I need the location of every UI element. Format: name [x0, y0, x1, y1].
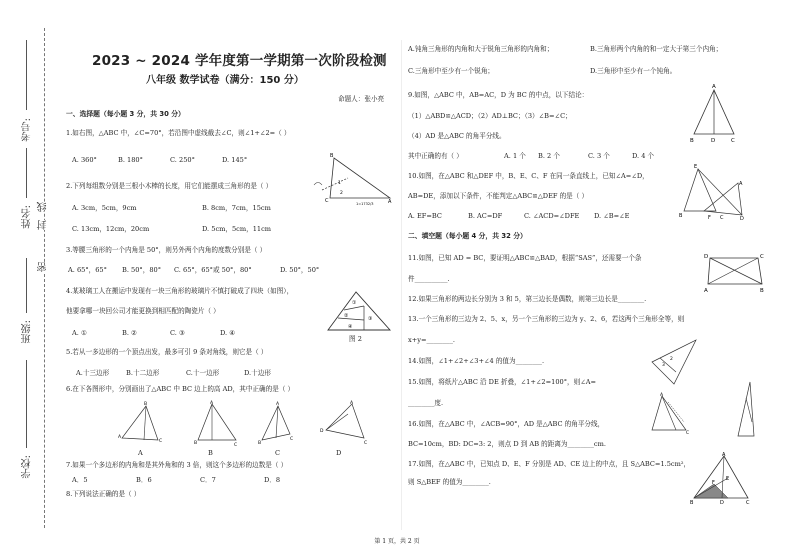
q12-text: 12.如果三角形的两边长分别为 3 和 5，第三边长是偶数，则第三边长是________.	[408, 295, 647, 303]
q9-ask: 其中正确的有（ ）	[408, 152, 463, 160]
class-label: 班级:	[22, 320, 33, 344]
svg-text:C: C	[290, 437, 294, 442]
svg-text:C: C	[760, 254, 764, 260]
svg-text:E: E	[694, 164, 698, 170]
svg-text:②: ②	[344, 313, 349, 319]
q1-figure-label: 1=1732/3	[356, 202, 374, 206]
line-char: 线	[38, 202, 49, 212]
q3-text: 3.等腰三角形的一个内角是 50°，则另外两个内角的度数分别是（ ）	[66, 246, 267, 254]
q11-text-2: 件__________.	[408, 275, 450, 283]
q5-opt-a: A.十三边形	[76, 369, 110, 377]
q9-text: 9.如图，△ABC 中，AB=AC，D 为 BC 的中点，以下结论：	[408, 91, 589, 99]
q1-opt-b: B. 180°	[118, 156, 143, 164]
svg-text:B: B	[690, 138, 694, 144]
q7-opt-a: A．5	[72, 476, 88, 484]
figure2-caption: 图 2	[349, 335, 362, 343]
svg-text:①: ①	[352, 300, 357, 306]
svg-text:A: A	[388, 199, 392, 205]
q10-congruent-triangles-figure	[676, 163, 752, 221]
svg-text:④: ④	[348, 324, 353, 330]
svg-text:C: C	[159, 439, 163, 444]
q7-text: 7.如果一个多边形的内角和是其外角和的 3 倍，则这个多边形的边数是（ ）	[66, 461, 288, 469]
q13-text-2: x+y=________.	[408, 336, 455, 344]
q2-text: 2.下列每组数分别是三根小木棒的长度，用它们能摆成三角形的是（ ）	[66, 182, 273, 190]
q3-opt-c: C. 65°，65°或 50°，80°	[174, 266, 252, 274]
q10-opt-c: C. ∠ACD=∠DFE	[524, 212, 580, 220]
q7-opt-d: D．8	[264, 476, 281, 484]
svg-text:D: D	[720, 500, 724, 504]
q7-opt-c: C．7	[200, 476, 216, 484]
q17-area-figure	[688, 452, 752, 504]
q17-text-2: 则 S△BEF 的值为________.	[408, 478, 491, 486]
svg-text:A: A	[704, 288, 708, 294]
q16-text-2: BC=10cm，BD: DC=3: 2，则点 D 到 AB 的距离为________cm.	[408, 440, 606, 448]
school-line	[26, 360, 27, 448]
q10-opt-b: B. AC=DF	[468, 212, 503, 220]
svg-text:A: A	[660, 393, 664, 398]
svg-text:C: C	[731, 138, 735, 144]
binding-dashed-line	[44, 28, 45, 528]
q5-opt-b: B.十二边形	[126, 369, 160, 377]
svg-text:D: D	[711, 138, 716, 144]
svg-text:A: A	[722, 452, 726, 458]
q6-opt-c: C	[275, 449, 281, 457]
q5-text: 5.若从一多边形的一个顶点出发，最多可引 9 条对角线，则它是（ ）	[66, 348, 268, 356]
svg-text:A: A	[118, 435, 122, 440]
q15-text-2: ________度.	[408, 399, 444, 407]
q8-opt-b: B.三角形两个内角的和一定大于第三个内角；	[590, 45, 723, 53]
q9-opt-a: A. 1 个	[504, 152, 526, 160]
q4-text-line2: 他要拿哪一块回公司才能更换到相匹配的陶瓷片（ ）	[66, 307, 220, 315]
svg-text:2: 2	[340, 191, 343, 196]
svg-text:C: C	[746, 500, 750, 504]
svg-text:B: B	[144, 402, 148, 407]
q13-text: 13.一个三角形的三边为 2、5、x，另一个三角形的三边为 y、2、6，若这两个三角形全等，则	[408, 315, 685, 323]
svg-text:A: A	[210, 401, 214, 406]
q11-text: 11.如图，已知 AD = BC，要证明△ABC≌△BAD，根据“SAS”，还需要一个条	[408, 254, 642, 262]
q16-text: 16.如图，在△ABC 中，∠ACB=90°，AD 是△ABC 的角平分线，	[408, 420, 605, 428]
svg-text:1: 1	[338, 181, 341, 186]
exam-no-line	[26, 40, 27, 110]
q16-triangle-figure	[648, 392, 692, 434]
q3-opt-b: B. 50°，80°	[122, 266, 162, 274]
q2-opt-b: B. 8cm，7cm，15cm	[202, 204, 271, 212]
q8-opt-d: D.三角形中至少有一个钝角。	[590, 67, 677, 75]
q9-statements-2: （4）AD 是△ABC 的角平分线。	[408, 132, 506, 140]
q2-opt-c: C. 13cm，12cm，20cm	[72, 225, 150, 233]
svg-text:C: C	[325, 198, 329, 204]
author-line: 命题人：张小亮	[338, 95, 385, 103]
svg-text:2: 2	[670, 357, 673, 362]
q15-text: 15.如图，将纸片△ABC 沿 DE 折叠，∠1+∠2=100°，则∠A=	[408, 378, 597, 386]
q6-text: 6.在下各图形中，分别画出了△ABC 中 BC 边上的高 AD，其中正确的是（ ）	[66, 385, 295, 393]
q1-opt-a: A. 360°	[72, 156, 97, 164]
q2-opt-d: D. 5cm，5cm，11cm	[202, 225, 272, 233]
q4-broken-glass-figure	[324, 290, 394, 336]
svg-text:③: ③	[368, 316, 373, 322]
q5-opt-d: D.十边形	[244, 369, 271, 377]
svg-text:B: B	[194, 441, 198, 446]
q6-opt-a: A	[138, 449, 143, 457]
school-label: 学校:	[22, 455, 33, 479]
seal-char: 封	[38, 220, 49, 230]
svg-text:F: F	[712, 480, 715, 486]
q10-opt-d: D. ∠B=∠E	[594, 212, 630, 220]
svg-text:A: A	[712, 84, 716, 90]
q4-opt-a: A. ①	[72, 329, 87, 337]
svg-text:C: C	[686, 431, 690, 434]
q4-text-line1: 4.某玻璃工人在搬运中发现有一块三角形的玻璃片不慎打破成了四块（如图），	[66, 287, 294, 295]
svg-text:B: B	[679, 213, 683, 219]
q10-text-line2: AB=DE，添加以下条件，不能判定△ABC≌△DEF 的是（ ）	[408, 192, 589, 200]
class-line	[26, 258, 27, 313]
svg-text:C: C	[234, 443, 238, 448]
svg-text:3: 3	[662, 363, 665, 368]
q1-text: 1.如右图，△ABC 中，∠C=70°，若沿图中虚线截去∠C，则∠1+∠2=（ ）	[66, 129, 291, 137]
q14-angles-figure	[646, 336, 702, 388]
svg-text:A: A	[739, 181, 743, 187]
name-label: 姓名:	[22, 205, 33, 229]
name-line	[26, 148, 27, 198]
svg-text:B: B	[690, 500, 694, 504]
q7-opt-b: B．6	[136, 476, 152, 484]
q9-opt-b: B. 2 个	[538, 152, 560, 160]
section-choice-heading: 一、选择题（每小题 3 分，共 30 分）	[66, 110, 185, 118]
q14-text: 14.如图，∠1+∠2+∠3+∠4 的值为________.	[408, 357, 545, 365]
q6-altitude-figures	[116, 400, 406, 450]
q5-opt-c: C.十一边形	[186, 369, 220, 377]
q1-opt-d: D. 145°	[222, 156, 248, 164]
q1-opt-c: C. 250°	[170, 156, 195, 164]
q10-text-line1: 10.如图，在△ABC 和△DEF 中，B、E、C、F 在同一条直线上，已知∠A=∠D，	[408, 172, 649, 180]
binding-margin	[0, 0, 62, 549]
svg-text:F: F	[708, 215, 711, 221]
exam-subtitle: 八年级 数学试卷（满分：150 分）	[146, 75, 304, 86]
q4-opt-b: B. ②	[122, 329, 137, 337]
q3-opt-d: D. 50°，50°	[280, 266, 320, 274]
q3-opt-a: A. 65°，65°	[68, 266, 107, 274]
svg-text:A: A	[276, 402, 280, 407]
q11-quadrilateral-figure	[702, 250, 768, 294]
page-footer: 第 1 页，共 2 页	[374, 538, 420, 545]
q8-text: 8.下列说法正确的是（ ）	[66, 490, 141, 498]
svg-text:A: A	[350, 401, 354, 406]
svg-text:C: C	[720, 215, 724, 221]
q9-statements-1: （1）△ABD≌△ACD；（2）AD⊥BC；（3）∠B=∠C；	[408, 112, 572, 120]
q9-opt-c: C. 3 个	[588, 152, 610, 160]
exam-title: 2023 ~ 2024 学年度第一学期第一次阶段检测	[92, 53, 387, 69]
q8-opt-c: C.三角形中至少有一个锐角；	[408, 67, 495, 75]
svg-text:B: B	[258, 441, 262, 446]
exam-no-label: 考号:	[22, 118, 33, 142]
svg-text:B: B	[760, 288, 764, 294]
svg-text:B: B	[330, 153, 334, 159]
dense-char: 密	[38, 262, 49, 272]
q8-opt-a: A.钝角三角形的内角和大于锐角三角形的内角和；	[408, 45, 554, 53]
svg-text:D: D	[320, 429, 324, 434]
q9-opt-d: D. 4 个	[632, 152, 655, 160]
section-fill-heading: 二、填空题（每小题 4 分，共 32 分）	[408, 232, 527, 240]
svg-text:D: D	[740, 216, 744, 221]
q17-text: 17.如图，在△ABC 中，已知点 D、E、F 分别是 AD、CE 边上的中点，且 S△ABC=1.5cm²，	[408, 460, 691, 468]
svg-text:D: D	[704, 254, 709, 260]
column-divider	[401, 40, 402, 530]
q6-opt-b: B	[208, 449, 213, 457]
q1-triangle-figure	[308, 150, 402, 210]
q9-isosceles-figure	[686, 80, 742, 144]
svg-text:C: C	[364, 441, 368, 446]
q10-opt-a: A. EF=BC	[408, 212, 442, 220]
q4-opt-d: D. ④	[220, 329, 236, 337]
svg-text:E: E	[726, 476, 730, 482]
q15-fold-figure	[736, 378, 756, 440]
q4-opt-c: C. ③	[170, 329, 185, 337]
q6-opt-d: D	[336, 449, 342, 457]
q2-opt-a: A. 3cm，5cm，9cm	[72, 204, 137, 212]
